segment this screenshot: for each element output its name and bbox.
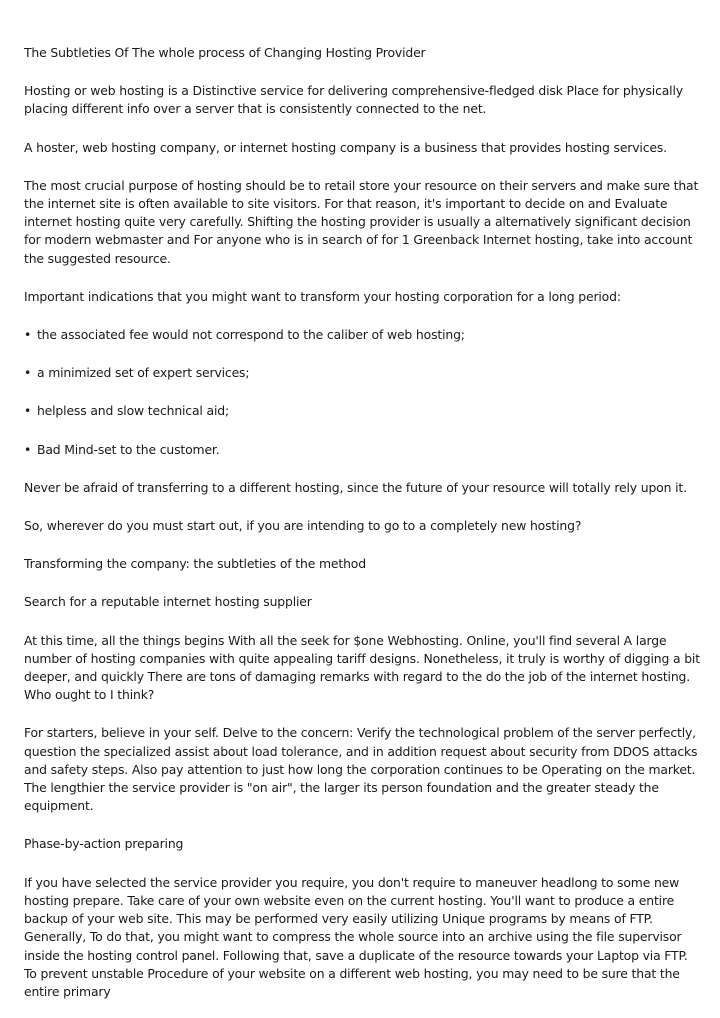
bullet-text: helpless and slow technical aid;	[36, 403, 229, 419]
bullet-item	[24, 402, 700, 420]
document-title: The Subtleties Of The whole process of Changing Hosting Provider	[24, 45, 426, 60]
paragraph: Never be afraid of transferring to a different hosting, since the future of your resource will totally rely upon it.	[24, 479, 687, 495]
paragraph: If you have selected the service provider you require, you don't require to maneuver headlong to some new hosting prepare. Take care of your own website even on the current hosting. You'll want to produce a entire backup of your web site. This may be performed very easily utilizing Unique programs by means of FTP. Generally, To do that, you might want to compress the whole source into an archive using the file supervisor inside the hosting control panel. Following that, save a duplicate of the resource towards your Laptop via FTP. To prevent unstable Procedure of your website on a different web hosting, you may need to be sure that the entire primary	[24, 874, 688, 999]
bullet-mark: •	[24, 403, 32, 419]
section-heading: Transforming the company: the subtleties of the method	[24, 556, 366, 572]
bullet-text: a minimized set of expert services;	[36, 365, 250, 381]
section-heading: Search for a reputable internet hosting supplier	[24, 594, 312, 610]
bullet-item	[24, 326, 700, 344]
paragraph: So, wherever do you must start out, if you are intending to go to a completely new hosting?	[24, 518, 582, 534]
paragraph: At this time, all the things begins With all the seek for $one Webhosting. Online, you'll find several A large number of hosting companies with quite appealing tariff designs. Nonetheless, it truly is worthy of digging a bit deeper, and quickly There are tons of damaging remarks with regard to the do the job of the internet hosting. Who ought to I think?	[24, 632, 700, 703]
bullet-mark: •	[24, 365, 32, 381]
bullet-mark: •	[24, 441, 32, 457]
paragraph: The most crucial purpose of hosting should be to retail store your resource on their servers and make sure that the internet site is often available to site visitors. For that reason, it's important to decide on and Evaluate internet hosting quite very carefully. Shifting the hosting provider is usually a alternatively significant decision for modern webmaster and For anyone who is in search of for 1 Greenback Internet hosting, take into account the suggested resource.	[24, 177, 699, 266]
paragraph: For starters, believe in your self. Delve to the concern: Verify the technological problem of the server perfectly, question the specialized assist about load tolerance, and in addition request about security from DDOS attacks and safety steps. Also pay attention to just how long the corporation continues to be Operating on the market. The lengthier the service provider is "on air", the larger its person foundation and the greater steady the equipment.	[24, 725, 698, 814]
paragraph: A hoster, web hosting company, or internet hosting company is a business that provides hosting services.	[24, 139, 667, 155]
bullet-item	[24, 364, 700, 382]
paragraph: Important indications that you might want to transform your hosting corporation for a long period:	[24, 288, 621, 304]
bullet-text: the associated fee would not correspond to the caliber of web hosting;	[36, 327, 465, 343]
bullet-mark: •	[24, 327, 32, 343]
bullet-item	[24, 441, 700, 459]
section-heading: Phase-by-action preparing	[24, 836, 184, 852]
bullet-text: Bad Mind-set to the customer.	[36, 441, 220, 457]
document-body	[24, 44, 700, 1018]
paragraph: Hosting or web hosting is a Distinctive service for delivering comprehensive-fledged disk Place for physically placing different info over a server that is consistently connected to the net.	[24, 83, 683, 117]
